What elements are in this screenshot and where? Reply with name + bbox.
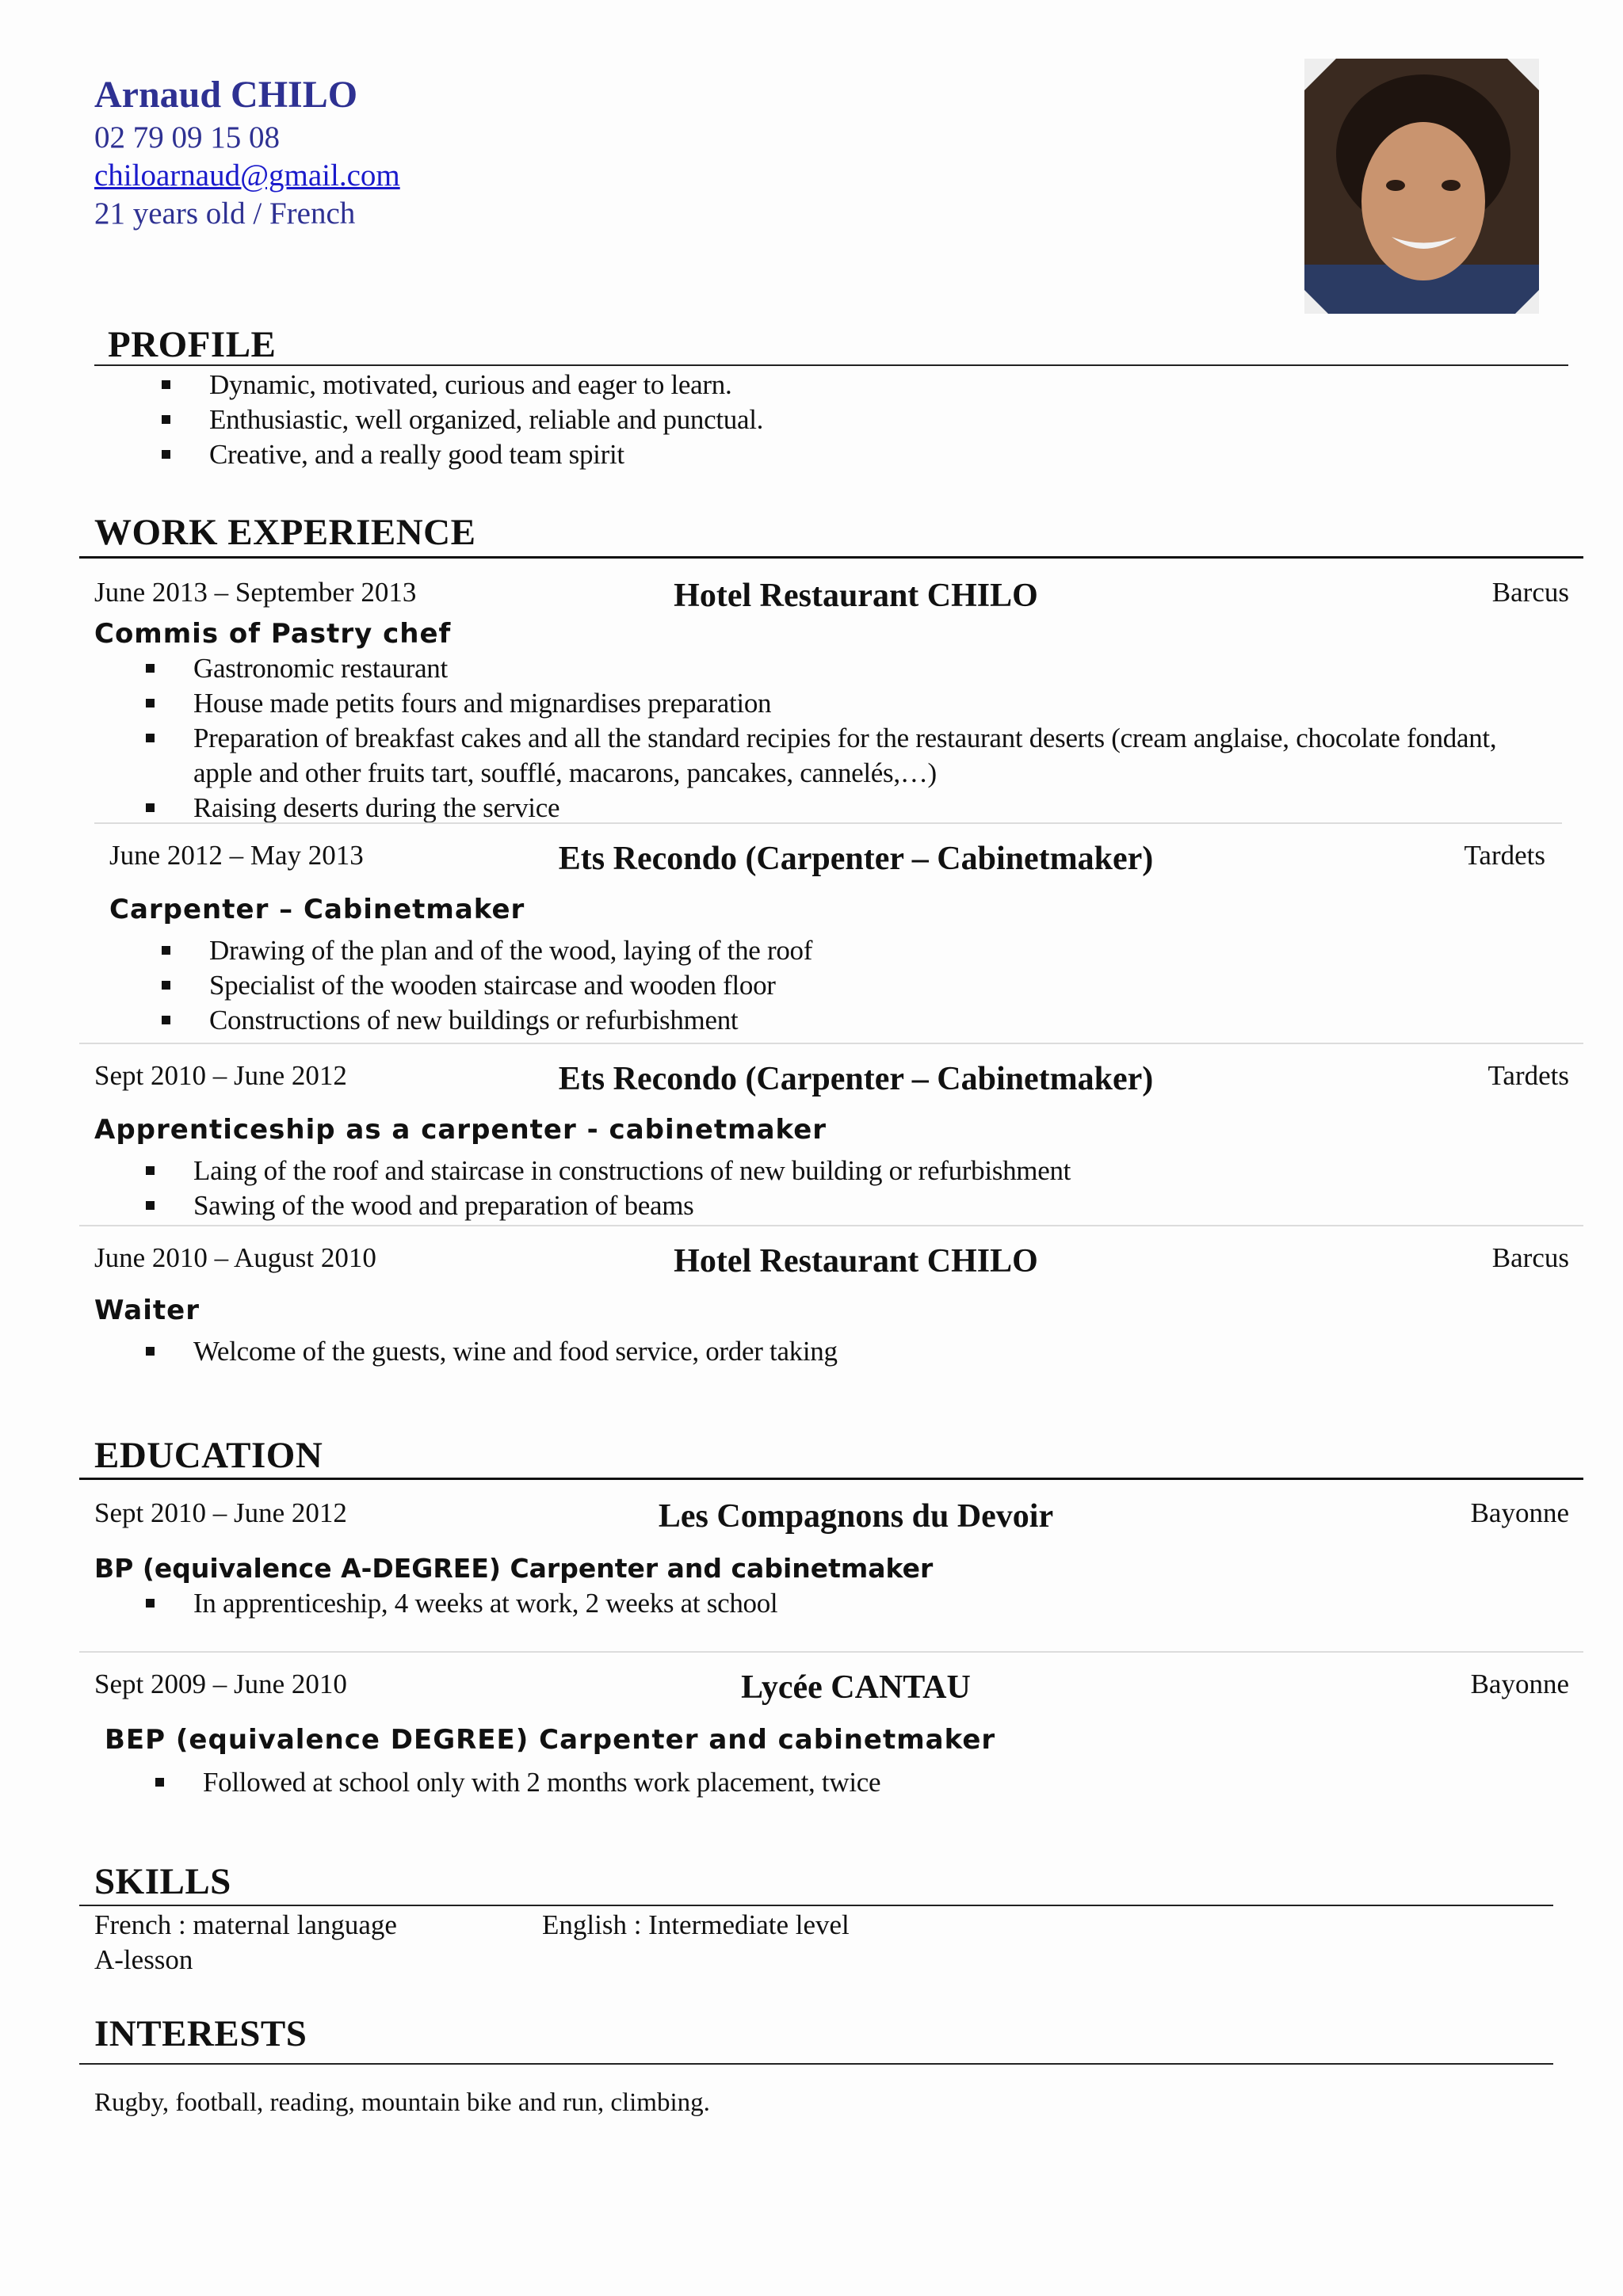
skill-other: A-lesson bbox=[94, 1944, 193, 1975]
school-location: Bayonne bbox=[1470, 1669, 1569, 1699]
skill-english: English : Intermediate level bbox=[542, 1909, 850, 1940]
job-location: Barcus bbox=[1491, 577, 1569, 608]
entry-separator bbox=[94, 822, 1562, 824]
school-name: Lycée CANTAU bbox=[741, 1669, 971, 1706]
list-item: Gastronomic restaurant bbox=[146, 651, 1541, 686]
list-item: Specialist of the wooden staircase and wooden floor bbox=[162, 968, 1509, 1003]
age-nationality: 21 years old / French bbox=[94, 196, 356, 231]
list-item: House made petits fours and mignardises preparation bbox=[146, 686, 1541, 721]
skills-rule bbox=[79, 1905, 1553, 1906]
list-item: Raising deserts during the service bbox=[146, 791, 1541, 826]
education-dates: Sept 2010 – June 2012 bbox=[94, 1497, 347, 1528]
job-duties bbox=[146, 651, 1541, 826]
education-heading: EDUCATION bbox=[94, 1435, 323, 1476]
list-item: Creative, and a really good team spirit bbox=[162, 437, 1509, 472]
list-item: Laing of the roof and staircase in constructions of new building or refurbishment bbox=[146, 1154, 1541, 1188]
job-employer: Hotel Restaurant CHILO bbox=[674, 1243, 1038, 1280]
education-rule bbox=[79, 1478, 1583, 1480]
candidate-name: Arnaud CHILO bbox=[94, 74, 358, 116]
work-rule bbox=[79, 556, 1583, 559]
list-item: Preparation of breakfast cakes and all the standard recipies for the restaurant deserts (cream anglaise, chocolate fondant, apple and other fruits tart, soufflé, macarons, pancakes, cannelés,…) bbox=[146, 721, 1541, 791]
job-employer: Ets Recondo (Carpenter – Cabinetmaker) bbox=[558, 841, 1154, 877]
education-details bbox=[146, 1586, 1541, 1621]
profile-heading: PROFILE bbox=[108, 324, 277, 365]
job-duties bbox=[146, 1334, 1541, 1369]
job-dates: June 2012 – May 2013 bbox=[109, 840, 364, 871]
email-link[interactable]: chiloarnaud@gmail.com bbox=[94, 158, 400, 193]
job-dates: June 2010 – August 2010 bbox=[94, 1242, 376, 1273]
work-experience-heading: WORK EXPERIENCE bbox=[94, 512, 476, 553]
degree-title: BEP (equivalence DEGREE) Carpenter and cabinetmaker bbox=[105, 1724, 996, 1756]
list-item: Sawing of the wood and preparation of beams bbox=[146, 1188, 1541, 1223]
degree-title: BP (equivalence A-DEGREE) Carpenter and cabinetmaker bbox=[94, 1553, 934, 1584]
skill-french: French : maternal language bbox=[94, 1909, 397, 1940]
list-item: Drawing of the plan and of the wood, laying of the roof bbox=[162, 933, 1509, 968]
interests-rule bbox=[79, 2063, 1553, 2065]
list-item: Dynamic, motivated, curious and eager to learn. bbox=[162, 368, 1509, 402]
job-location: Tardets bbox=[1487, 1060, 1569, 1091]
profile-rule bbox=[94, 364, 1568, 366]
school-location: Bayonne bbox=[1470, 1497, 1569, 1528]
list-item: Followed at school only with 2 months work placement, twice bbox=[155, 1765, 1534, 1800]
interests-heading: INTERESTS bbox=[94, 2013, 307, 2054]
list-item: Constructions of new buildings or refurbishment bbox=[162, 1003, 1509, 1038]
education-dates: Sept 2009 – June 2010 bbox=[94, 1669, 347, 1699]
phone-number: 02 79 09 15 08 bbox=[94, 120, 280, 154]
entry-separator bbox=[79, 1043, 1583, 1044]
job-role: Carpenter – Cabinetmaker bbox=[109, 894, 525, 925]
school-name: Les Compagnons du Devoir bbox=[658, 1498, 1054, 1535]
profile-photo bbox=[1304, 59, 1539, 314]
job-role: Commis of Pastry chef bbox=[94, 618, 452, 650]
job-role: Apprenticeship as a carpenter - cabinetmaker bbox=[94, 1114, 827, 1146]
job-location: Barcus bbox=[1491, 1242, 1569, 1273]
profile-list bbox=[162, 368, 1509, 472]
skills-heading: SKILLS bbox=[94, 1861, 231, 1902]
list-item: In apprenticeship, 4 weeks at work, 2 weeks at school bbox=[146, 1586, 1541, 1621]
job-duties bbox=[146, 1154, 1541, 1223]
job-dates: Sept 2010 – June 2012 bbox=[94, 1060, 347, 1091]
job-location: Tardets bbox=[1464, 840, 1545, 871]
job-employer: Hotel Restaurant CHILO bbox=[674, 578, 1038, 614]
job-duties bbox=[162, 933, 1509, 1038]
entry-separator bbox=[79, 1651, 1583, 1653]
job-dates: June 2013 – September 2013 bbox=[94, 577, 417, 608]
list-item: Enthusiastic, well organized, reliable and punctual. bbox=[162, 402, 1509, 437]
list-item: Welcome of the guests, wine and food service, order taking bbox=[146, 1334, 1541, 1369]
education-details bbox=[155, 1765, 1534, 1800]
interests-text: Rugby, football, reading, mountain bike and run, climbing. bbox=[94, 2088, 710, 2117]
job-employer: Ets Recondo (Carpenter – Cabinetmaker) bbox=[558, 1061, 1154, 1097]
entry-separator bbox=[79, 1225, 1583, 1226]
job-role: Waiter bbox=[94, 1295, 200, 1326]
